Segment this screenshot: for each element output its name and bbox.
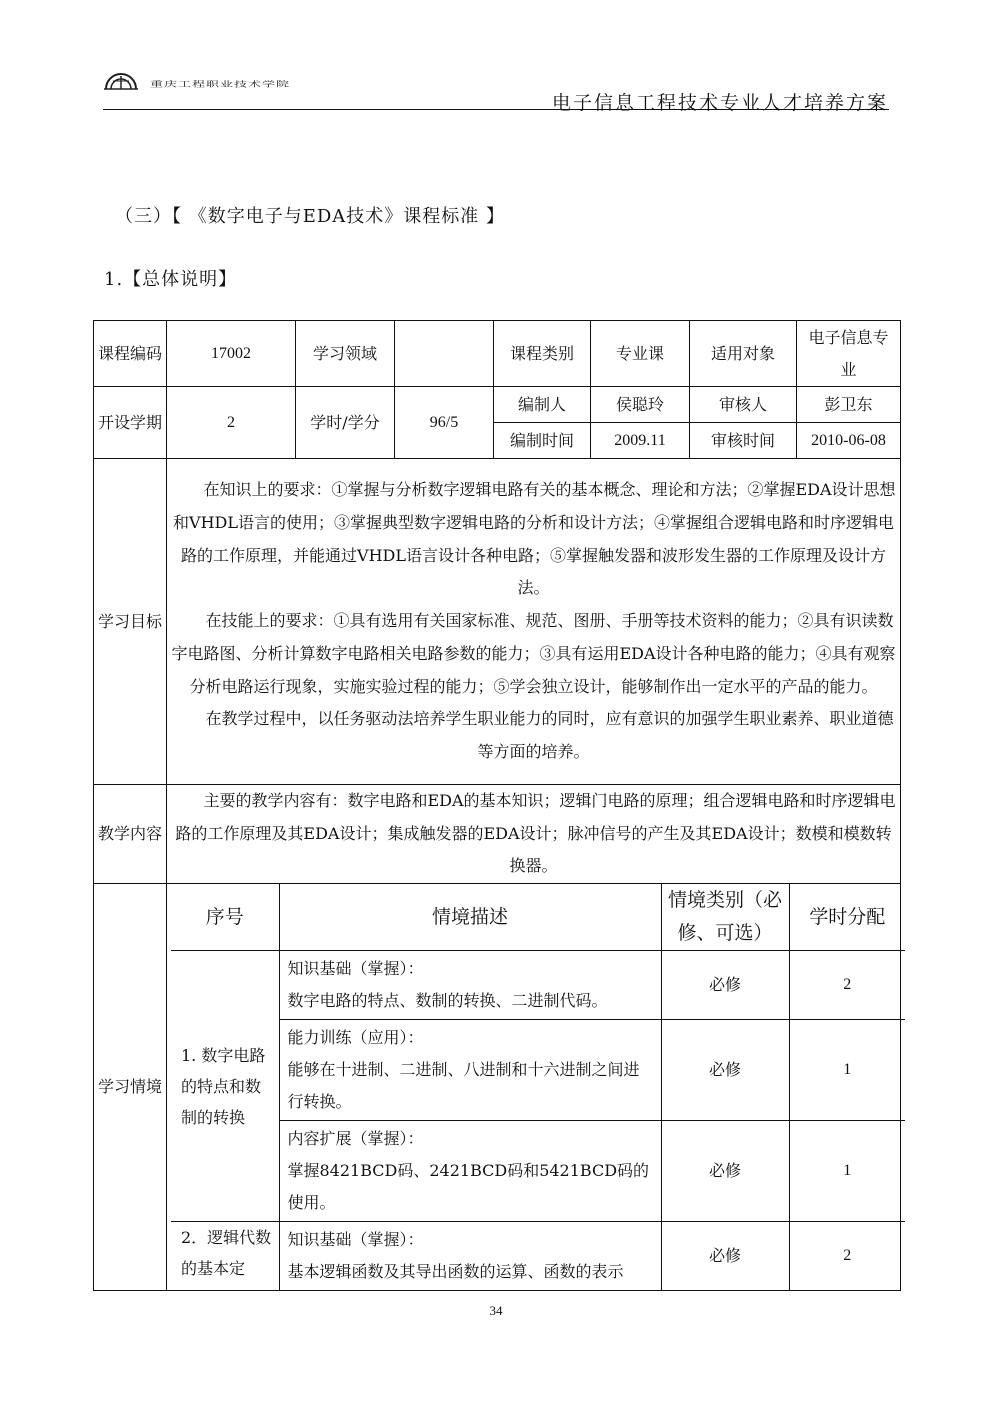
situation-type: 必修 [661, 951, 789, 1020]
situation-title: 内容扩展（掌握）： [287, 1129, 424, 1149]
page-number: 34 [489, 1303, 503, 1318]
situation-body: 能够在十进制、二进制、八进制和十六进制之间进行转换。 [287, 1060, 640, 1112]
editor-label: 编制人 [494, 387, 591, 423]
situation-type: 必修 [661, 1020, 789, 1121]
editor-value: 侯聪玲 [591, 387, 690, 423]
situation-type: 必修 [661, 1222, 789, 1291]
situation-hours: 2 [789, 951, 905, 1020]
situation-hours: 1 [789, 1020, 905, 1121]
content-label: 教学内容 [94, 785, 167, 884]
category-label: 课程类别 [494, 321, 591, 387]
situation-group-name: 2．逻辑代数的基本定 [171, 1222, 279, 1291]
goals-text [167, 459, 901, 785]
situation-hours: 2 [789, 1222, 905, 1291]
target-label: 适用对象 [690, 321, 797, 387]
situation-title: 能力训练（应用）： [287, 1028, 424, 1048]
situation-title: 知识基础（掌握）： [287, 959, 424, 979]
type-header: 情境类别（必修、可选） [661, 884, 789, 951]
seq-header: 序号 [171, 884, 279, 951]
school-emblem-icon [104, 72, 138, 90]
situation-row [171, 1222, 905, 1291]
goals-skill-paragraph: 在技能上的要求：①具有选用有关国家标准、规范、图册、手册等技术资料的能力；②具有识读数字电路图、分析计算数字电路相关电路参数的能力；③具有运用EDA设计各种电路的能力；④具有观察分析电路运行现象，实施实验过程的能力；⑤学会独立设计，能够制作出一定水平的产品的能力。 [171, 611, 896, 696]
situation-hours: 1 [789, 1121, 905, 1222]
content-row [94, 785, 901, 884]
review-time-label: 审核时间 [690, 423, 797, 459]
situation-row [171, 1020, 905, 1121]
category-value: 专业课 [591, 321, 690, 387]
situations-row [94, 884, 901, 1291]
review-time-value: 2010-06-08 [797, 423, 901, 459]
info-row-1 [94, 321, 901, 387]
situation-body: 基本逻辑函数及其导出函数的运算、函数的表示 [287, 1262, 624, 1282]
hours-label: 学时/学分 [296, 387, 395, 459]
edit-time-label: 编制时间 [494, 423, 591, 459]
content-paragraph: 主要的教学内容有：数字电路和EDA的基本知识；逻辑门电路的原理；组合逻辑电路和时序逻辑电路的工作原理及其EDA设计；集成触发器的EDA设计；脉冲信号的产生及其EDA设计；数模和模数转换器。 [175, 791, 896, 876]
info-row-2 [94, 387, 901, 423]
situation-title: 知识基础（掌握）： [287, 1230, 424, 1250]
field-label: 学习领域 [296, 321, 395, 387]
situation-type: 必修 [661, 1121, 789, 1222]
situations-label: 学习情境 [94, 884, 167, 1291]
situation-body: 数字电路的特点、数制的转换、二进制代码。 [287, 991, 608, 1011]
situation-description [279, 1020, 661, 1121]
hours-header: 学时分配 [789, 884, 905, 951]
course-code-label: 课程编码 [94, 321, 167, 387]
situations-header-row [171, 884, 905, 951]
section-heading: （三）【 《数字电子与EDA技术》课程标准 】 [115, 206, 506, 227]
content-text [167, 785, 901, 884]
goals-knowledge-paragraph: 在知识上的要求：①掌握与分析数字逻辑电路有关的基本概念、理论和方法；②掌握EDA设计思想和VHDL语言的使用；③掌握典型数字逻辑电路的分析和设计方法；④掌握组合逻辑电路和时序逻辑电路的工作原理，并能通过VHDL语言设计各种电路；⑤掌握触发器和波形发生器的工作原理及设计方法。 [173, 480, 896, 598]
goals-row [94, 459, 901, 785]
reviewer-value: 彭卫东 [797, 387, 901, 423]
field-value [395, 321, 494, 387]
reviewer-label: 审核人 [690, 387, 797, 423]
course-code-value: 17002 [167, 321, 296, 387]
desc-header: 情境描述 [279, 884, 661, 951]
school-logo [104, 70, 334, 100]
school-motto: 重庆工程职业技术学院 [150, 80, 291, 89]
header-rule [103, 109, 889, 110]
sub-heading: 1.【总体说明】 [104, 269, 238, 290]
situations-cell [167, 884, 901, 1291]
situations-table [171, 884, 905, 1290]
document-header-title: 电子信息工程技术专业人才培养方案 [551, 92, 888, 114]
edit-time-value: 2009.11 [591, 423, 690, 459]
course-standard-table [93, 320, 901, 1291]
target-value: 电子信息专业 [797, 321, 901, 387]
situation-row [171, 1121, 905, 1222]
situation-body: 掌握8421BCD码、2421BCD码和5421BCD码的使用。 [287, 1161, 650, 1213]
term-label: 开设学期 [94, 387, 167, 459]
situation-description [279, 951, 661, 1020]
situation-row [171, 951, 905, 1020]
situation-description [279, 1222, 661, 1291]
goals-label: 学习目标 [94, 459, 167, 785]
goals-process-paragraph: 在教学过程中，以任务驱动法培养学生职业能力的同时，应有意识的加强学生职业素养、职业道德等方面的培养。 [205, 709, 894, 761]
situation-group-name: 1. 数字电路的特点和数制的转换 [171, 951, 279, 1222]
situation-description [279, 1121, 661, 1222]
hours-value: 96/5 [395, 387, 494, 459]
term-value: 2 [167, 387, 296, 459]
